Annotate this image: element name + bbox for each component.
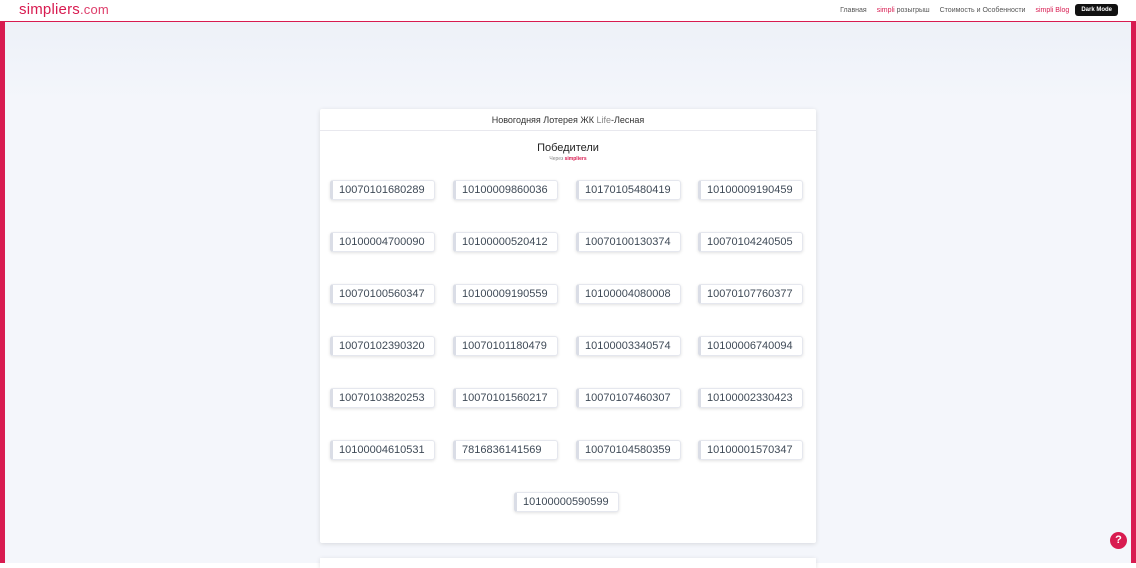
winner-ticket: 10070100130374: [576, 232, 681, 252]
winners-title: Победители: [537, 142, 599, 154]
winner-ticket: 10070104240505: [698, 232, 803, 252]
nav-home-link[interactable]: Главная: [840, 6, 867, 14]
winner-ticket: 10100009190459: [698, 180, 803, 200]
nav-draws-suffix: розыгрыш: [896, 6, 930, 14]
winner-ticket: 10170105480419: [576, 180, 681, 200]
next-card: [320, 558, 816, 568]
via-brand[interactable]: simpliers: [564, 156, 587, 162]
main-nav: [830, 3, 1118, 17]
help-button[interactable]: ?: [1110, 532, 1127, 549]
via-label: [320, 156, 816, 162]
dark-mode-button[interactable]: Dark Mode: [1075, 4, 1118, 16]
winner-ticket: 10100009860036: [453, 180, 558, 200]
nav-draws-prefix: simpli: [876, 6, 895, 14]
winner-ticket: 10100009190559: [453, 284, 558, 304]
via-prefix: Через: [549, 156, 564, 162]
winner-ticket: 10100001570347: [698, 440, 803, 460]
nav-pricing-link[interactable]: Стоимость и Особенности: [939, 6, 1026, 14]
winner-ticket: 10070107760377: [698, 284, 803, 304]
winner-ticket: 10070101680289: [330, 180, 435, 200]
lottery-title-life: Life: [596, 114, 611, 125]
nav-blog-suffix: Blog: [1055, 6, 1070, 14]
nav-blog-link[interactable]: [1035, 7, 1069, 14]
card-header: [320, 109, 816, 131]
winner-ticket: 7816836141569: [453, 440, 558, 460]
winner-ticket: 10100006740094: [698, 336, 803, 356]
nav-blog-prefix: simpli: [1035, 6, 1054, 14]
lottery-title-end: -Лесная: [611, 114, 645, 125]
winners-card: [320, 109, 816, 543]
nav-draws-link[interactable]: [877, 7, 930, 14]
winner-ticket: 10100002330423: [698, 388, 803, 408]
winner-ticket: 10100000520412: [453, 232, 558, 252]
winner-ticket: 10070104580359: [576, 440, 681, 460]
winner-ticket: 10070101560217: [453, 388, 558, 408]
winner-ticket: 10100004610531: [330, 440, 435, 460]
winner-ticket: 10070103820253: [330, 388, 435, 408]
navbar: [0, 0, 1136, 22]
winner-ticket: 10100003340574: [576, 336, 681, 356]
lottery-title-start: Новогодняя Лотерея ЖК: [491, 114, 594, 125]
winner-ticket: 10100004700090: [330, 232, 435, 252]
winner-ticket: 10070102390320: [330, 336, 435, 356]
winner-ticket: 10070100560347: [330, 284, 435, 304]
winner-ticket: 10070101180479: [453, 336, 558, 356]
winner-ticket: 10100004080008: [576, 284, 681, 304]
site-logo[interactable]: [19, 1, 109, 18]
logo-brand: simpliers: [19, 1, 80, 18]
right-frame-border: [1131, 0, 1136, 563]
logo-tld: .com: [79, 2, 109, 17]
winner-ticket: 10100000590599: [514, 492, 619, 512]
winner-ticket: 10070107460307: [576, 388, 681, 408]
